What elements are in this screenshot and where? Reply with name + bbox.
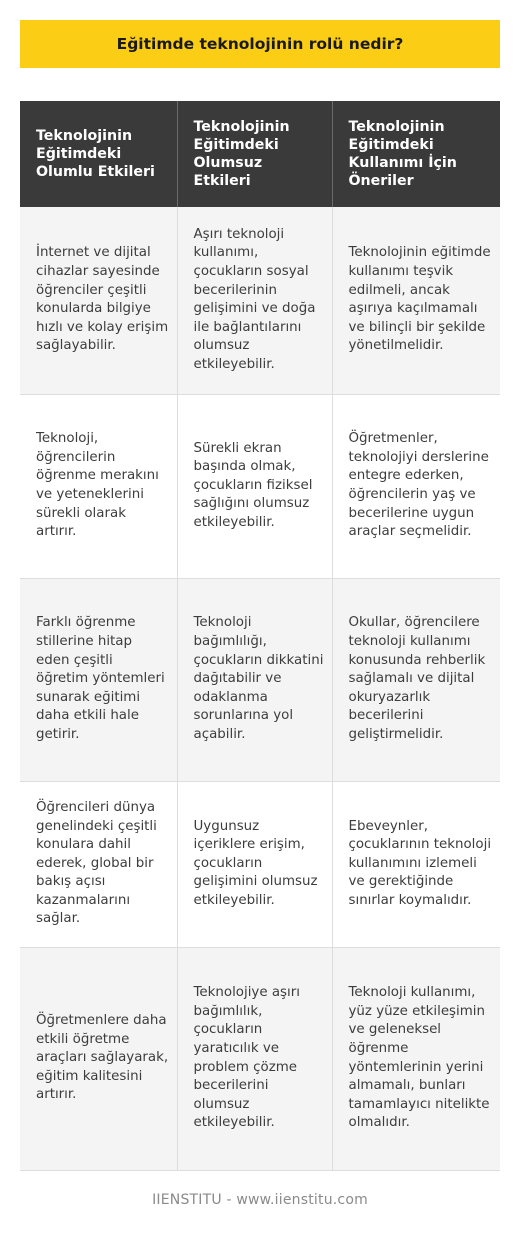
recommendation-cell: Öğretmenler, teknolojiyi derslerine entegre ederken, öğrencilerin yaş ve becerilerine uygun araçlar seçmelidir.: [332, 394, 500, 578]
recommendation-cell: Teknoloji kullanımı, yüz yüze etkileşimin ve geleneksel öğrenme yöntemlerinin yerini almamalı, bunları tamamlayıcı nitelikte olmalıdır.: [332, 947, 500, 1170]
negative-effect-cell: Teknolojiye aşırı bağımlılık, çocukların yaratıcılık ve problem çözme becerilerini olumsuz etkileyebilir.: [177, 947, 332, 1170]
negative-effect-cell: Sürekli ekran başında olmak, çocukların fiziksel sağlığını olumsuz etkileyebilir.: [177, 394, 332, 578]
positive-effect-cell: Öğrencileri dünya genelindeki çeşitli konulara dahil ederek, global bir bakış açısı kazanmalarını sağlar.: [20, 781, 177, 947]
header-negative-effects: Teknolojinin Eğitimdeki Olumsuz Etkileri: [177, 101, 332, 207]
negative-effect-cell: Aşırı teknoloji kullanımı, çocukların sosyal becerilerinin gelişimini ve doğa ile bağlantılarını olumsuz etkileyebilir.: [177, 207, 332, 394]
negative-effect-cell: Uygunsuz içeriklere erişim, çocukların gelişimini olumsuz etkileyebilir.: [177, 781, 332, 947]
recommendation-cell: Ebeveynler, çocuklarının teknoloji kullanımını izlemeli ve gerektiğinde sınırlar koymalıdır.: [332, 781, 500, 947]
header-positive-effects: Teknolojinin Eğitimdeki Olumlu Etkileri: [20, 101, 177, 207]
positive-effect-cell: Öğretmenlere daha etkili öğretme araçları sağlayarak, eğitim kalitesini artırır.: [20, 947, 177, 1170]
comparison-table: [20, 101, 500, 1171]
table-row: [20, 947, 500, 1170]
title-banner: [20, 20, 500, 68]
positive-effect-cell: İnternet ve dijital cihazlar sayesinde öğrenciler çeşitli konularda bilgiye hızlı ve kolay erişim sağlayabilir.: [20, 207, 177, 394]
recommendation-cell: Teknolojinin eğitimde kullanımı teşvik edilmeli, ancak aşırıya kaçılmamalı ve bilinçli bir şekilde yönetilmelidir.: [332, 207, 500, 394]
header-recommendations: Teknolojinin Eğitimdeki Kullanımı İçin Öneriler: [332, 101, 500, 207]
positive-effect-cell: Farklı öğrenme stillerine hitap eden çeşitli öğretim yöntemleri sunarak eğitimi daha etkili hale getirir.: [20, 578, 177, 781]
table-row: [20, 781, 500, 947]
table-row: [20, 578, 500, 781]
positive-effect-cell: Teknoloji, öğrencilerin öğrenme merakını ve yeteneklerini sürekli olarak artırır.: [20, 394, 177, 578]
table-header-row: [20, 101, 500, 207]
negative-effect-cell: Teknoloji bağımlılığı, çocukların dikkatini dağıtabilir ve odaklanma sorunlarına yol açabilir.: [177, 578, 332, 781]
recommendation-cell: Okullar, öğrencilere teknoloji kullanımı konusunda rehberlik sağlamalı ve dijital okuryazarlık becerilerini geliştirmelidir.: [332, 578, 500, 781]
footer-credit: IIENSTITU - www.iienstitu.com: [152, 1192, 368, 1208]
table-row: [20, 394, 500, 578]
page-title: Eğitimde teknolojinin rolü nedir?: [116, 35, 404, 53]
table-row: [20, 207, 500, 394]
